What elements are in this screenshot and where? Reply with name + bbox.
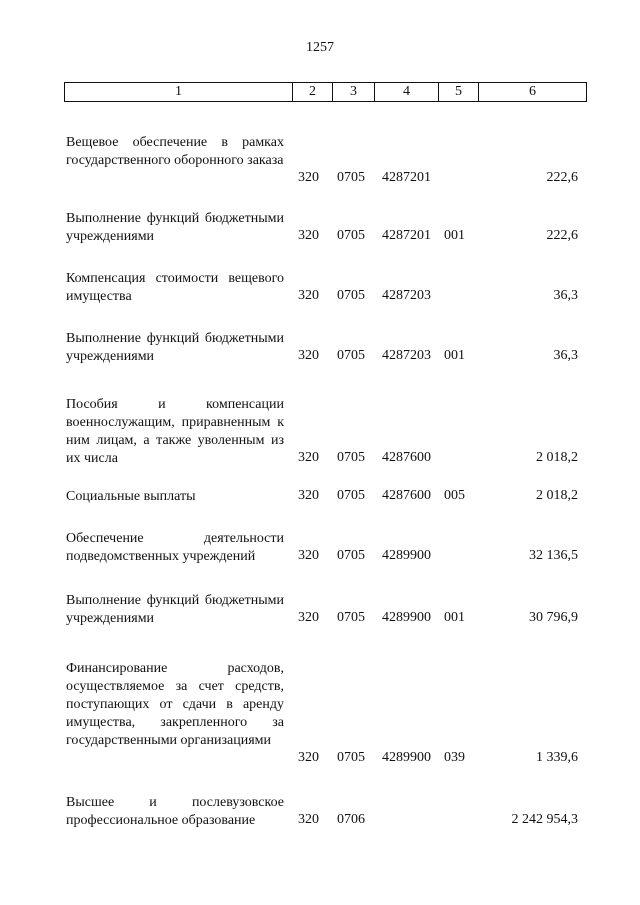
row-col-6: 222,6	[546, 228, 578, 243]
row-col-3: 0706	[337, 812, 365, 827]
row-col-3: 0705	[337, 228, 365, 243]
row-description: Финансирование расходов, осуществляемое за счет средств, поступающих от сдачи в аренду имущества, закрепленного за государственными организациями	[66, 661, 284, 748]
table-header	[64, 82, 587, 102]
row-description: Компенсация стоимости вещевого имущества	[66, 271, 284, 304]
row-description: Пособия и компенсации военнослужащим, приравненным к ним лицам, а также уволенным из их числа	[66, 397, 284, 466]
row-col-6: 222,6	[546, 170, 578, 185]
row-col-3: 0705	[337, 450, 365, 465]
row-col-4: 4287203	[382, 288, 431, 303]
row-col-6: 36,3	[553, 348, 578, 363]
row-col-3: 0705	[337, 750, 365, 765]
row-col-6: 2 242 954,3	[511, 812, 578, 827]
row-col-3: 0705	[337, 288, 365, 303]
row-col-4: 4289900	[382, 610, 431, 625]
row-col-4: 4289900	[382, 548, 431, 563]
row-col-6: 2 018,2	[536, 488, 578, 503]
row-col-4: 4287203	[382, 348, 431, 363]
row-col-2: 320	[298, 610, 319, 625]
row-col-2: 320	[298, 348, 319, 363]
row-description: Высшее и послевузовское профессиональное образование	[66, 795, 284, 828]
row-col-5: 001	[444, 228, 465, 243]
row-col-3: 0705	[337, 610, 365, 625]
row-col-6: 30 796,9	[529, 610, 578, 625]
row-col-3: 0705	[337, 488, 365, 503]
row-col-2: 320	[298, 750, 319, 765]
row-col-4: 4287600	[382, 488, 431, 503]
row-col-4: 4289900	[382, 750, 431, 765]
row-col-5: 039	[444, 750, 465, 765]
row-col-2: 320	[298, 288, 319, 303]
row-col-6: 1 339,6	[536, 750, 578, 765]
row-col-4: 4287201	[382, 228, 431, 243]
header-col-5: 5	[439, 83, 479, 102]
row-col-5: 001	[444, 348, 465, 363]
row-col-2: 320	[298, 170, 319, 185]
row-col-2: 320	[298, 228, 319, 243]
row-col-2: 320	[298, 812, 319, 827]
row-col-3: 0705	[337, 548, 365, 563]
header-col-1: 1	[65, 83, 293, 102]
header-col-3: 3	[333, 83, 375, 102]
row-col-2: 320	[298, 450, 319, 465]
row-col-2: 320	[298, 488, 319, 503]
row-col-2: 320	[298, 548, 319, 563]
header-col-6: 6	[479, 83, 587, 102]
row-col-4: 4287600	[382, 450, 431, 465]
header-col-4: 4	[375, 83, 439, 102]
row-description: Социальные выплаты	[66, 489, 196, 504]
row-col-4: 4287201	[382, 170, 431, 185]
row-col-3: 0705	[337, 348, 365, 363]
row-description: Выполнение функций бюджетными учреждениями	[66, 593, 284, 626]
row-description: Выполнение функций бюджетными учреждениями	[66, 211, 284, 244]
row-col-6: 2 018,2	[536, 450, 578, 465]
row-col-6: 36,3	[553, 288, 578, 303]
row-col-5: 005	[444, 488, 465, 503]
page-number: 1257	[306, 40, 334, 55]
row-description: Обеспечение деятельности подведомственных учреждений	[66, 531, 284, 564]
row-col-3: 0705	[337, 170, 365, 185]
row-col-6: 32 136,5	[529, 548, 578, 563]
row-description: Вещевое обеспечение в рамках государственного оборонного заказа	[66, 135, 284, 168]
row-description: Выполнение функций бюджетными учреждениями	[66, 331, 284, 364]
header-col-2: 2	[293, 83, 333, 102]
row-col-5: 001	[444, 610, 465, 625]
